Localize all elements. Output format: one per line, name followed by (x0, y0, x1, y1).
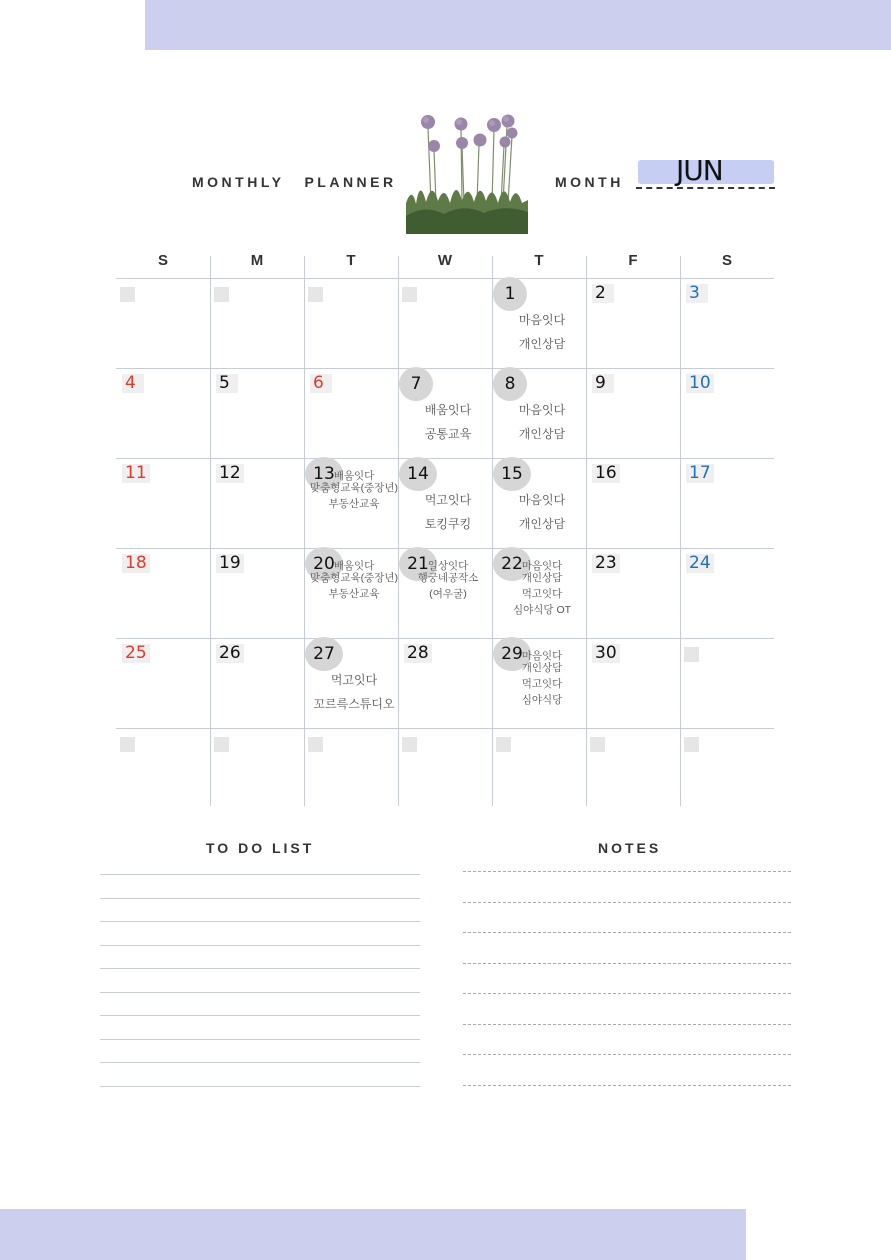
todo-line[interactable] (100, 898, 420, 899)
day-cell[interactable] (588, 282, 682, 372)
empty-day-marker (402, 287, 417, 302)
empty-day-marker (308, 737, 323, 752)
day-cell[interactable] (306, 552, 400, 642)
day-cell[interactable] (400, 552, 494, 642)
event-text: 심야식당 OT (512, 604, 572, 616)
event-text: 심야식당 (521, 694, 563, 706)
day-number: 29 (493, 637, 531, 671)
day-number: 26 (216, 644, 244, 663)
day-cell[interactable] (400, 282, 494, 372)
event-text: 먹고잇다 (521, 588, 563, 600)
day-number: 2 (592, 284, 614, 303)
day-cell[interactable] (588, 642, 682, 732)
day-number: 20 (305, 547, 343, 581)
day-cell[interactable] (682, 732, 776, 822)
day-cell[interactable] (306, 642, 400, 732)
empty-day-marker (120, 287, 135, 302)
day-cell[interactable] (588, 372, 682, 462)
event-text: 배움잇다 (424, 403, 472, 417)
event-text: 먹고잇다 (330, 673, 378, 687)
day-number: 4 (122, 374, 144, 393)
weekday-2: T (346, 252, 356, 269)
day-number: 28 (404, 644, 432, 663)
event-text: 일상잇다 (427, 560, 469, 572)
empty-day-marker (590, 737, 605, 752)
event-text: 마음잇다 (518, 493, 566, 507)
notes-line[interactable] (463, 1085, 791, 1086)
day-number: 12 (216, 464, 244, 483)
month-label: MONTH (555, 174, 624, 190)
weekday-3: W (437, 252, 453, 269)
day-cell[interactable] (212, 282, 306, 372)
day-number: 6 (310, 374, 332, 393)
allium-flower-illustration (404, 108, 530, 234)
day-number: 30 (592, 644, 620, 663)
notes-line[interactable] (463, 963, 791, 964)
todo-list-title: TO DO LIST (206, 840, 315, 856)
day-cell[interactable] (212, 732, 306, 822)
empty-day-marker (214, 737, 229, 752)
event-text: 배움잇다 (333, 560, 375, 572)
day-cell[interactable] (306, 732, 400, 822)
day-number: 24 (686, 554, 714, 573)
day-number: 25 (122, 644, 150, 663)
notes-title: NOTES (598, 840, 662, 856)
notes-line[interactable] (463, 902, 791, 903)
day-number: 3 (686, 284, 708, 303)
planner-title-word2: PLANNER (304, 174, 397, 190)
bottom-color-band (0, 1209, 746, 1260)
day-cell[interactable] (306, 372, 400, 462)
weekday-5: F (628, 252, 638, 269)
day-cell[interactable] (400, 372, 494, 462)
day-number: 15 (493, 457, 531, 491)
event-text: 배움잇다 (333, 470, 375, 482)
event-text: 개인상담 (518, 427, 566, 441)
event-text: 개인상담 (518, 337, 566, 351)
empty-day-marker (214, 287, 229, 302)
todo-line[interactable] (100, 992, 420, 993)
day-number: 21 (399, 547, 437, 581)
day-number: 16 (592, 464, 620, 483)
event-text: 부동산교육 (328, 588, 380, 600)
event-text: 부동산교육 (328, 498, 380, 510)
todo-line[interactable] (100, 921, 420, 922)
todo-line[interactable] (100, 874, 420, 875)
event-text: 개인상담 (521, 572, 563, 584)
day-cell[interactable] (118, 642, 212, 732)
day-cell[interactable] (118, 732, 212, 822)
day-cell[interactable] (682, 462, 776, 552)
day-cell[interactable] (212, 642, 306, 732)
event-text: 맞춤형교육(중장년) (309, 482, 399, 494)
day-cell[interactable] (400, 642, 494, 732)
day-cell[interactable] (588, 732, 682, 822)
top-color-band (145, 0, 891, 50)
weekday-6: S (721, 252, 732, 269)
day-cell[interactable] (118, 552, 212, 642)
event-text: (여우굴) (429, 588, 467, 600)
day-number: 19 (216, 554, 244, 573)
day-cell[interactable] (212, 372, 306, 462)
weekday-0: S (157, 252, 168, 269)
day-cell[interactable] (494, 372, 588, 462)
empty-day-marker (684, 737, 699, 752)
empty-day-marker (496, 737, 511, 752)
day-cell[interactable] (306, 282, 400, 372)
event-text: 마음잇다 (521, 650, 563, 662)
todo-line[interactable] (100, 968, 420, 969)
todo-line[interactable] (100, 1062, 420, 1063)
event-text: 꼬르륵스튜디오 (313, 697, 395, 711)
event-text: 개인상담 (518, 517, 566, 531)
day-number: 8 (493, 367, 527, 401)
notes-line[interactable] (463, 932, 791, 933)
event-text: 마음잇다 (521, 560, 563, 572)
notes-line[interactable] (463, 871, 791, 872)
empty-day-marker (120, 737, 135, 752)
day-cell[interactable] (212, 552, 306, 642)
day-number: 22 (493, 547, 531, 581)
day-cell[interactable] (588, 462, 682, 552)
weekday-header-row (116, 245, 774, 278)
month-underline (636, 187, 775, 189)
day-cell[interactable] (494, 282, 588, 372)
day-cell[interactable] (588, 552, 682, 642)
row-divider (116, 278, 774, 279)
day-number: 23 (592, 554, 620, 573)
day-cell[interactable] (118, 372, 212, 462)
notes-line[interactable] (463, 993, 791, 994)
day-cell[interactable] (400, 462, 494, 552)
day-cell[interactable] (400, 732, 494, 822)
day-number: 5 (216, 374, 238, 393)
todo-line[interactable] (100, 945, 420, 946)
day-number: 13 (305, 457, 343, 491)
day-number: 27 (305, 637, 343, 671)
planner-title (192, 174, 397, 190)
event-text: 행궁네공작소 (417, 572, 479, 584)
day-cell[interactable] (682, 372, 776, 462)
weekday-4: T (534, 252, 544, 269)
todo-line[interactable] (100, 1015, 420, 1016)
day-number: 9 (592, 374, 614, 393)
month-value[interactable]: JUN (676, 154, 723, 187)
day-number: 7 (399, 367, 433, 401)
day-number: 14 (399, 457, 437, 491)
day-number: 17 (686, 464, 714, 483)
event-text: 공통교육 (424, 427, 472, 441)
empty-day-marker (402, 737, 417, 752)
day-cell[interactable] (682, 282, 776, 372)
day-cell[interactable] (212, 462, 306, 552)
day-number: 11 (122, 464, 150, 483)
day-cell[interactable] (494, 732, 588, 822)
day-cell[interactable] (494, 552, 588, 642)
event-text: 토킹쿠킹 (424, 517, 472, 531)
day-cell[interactable] (494, 642, 588, 732)
notes-line[interactable] (463, 1024, 791, 1025)
day-cell[interactable] (682, 642, 776, 732)
todo-line[interactable] (100, 1039, 420, 1040)
event-text: 먹고잇다 (424, 493, 472, 507)
empty-day-marker (308, 287, 323, 302)
notes-line[interactable] (463, 1054, 791, 1055)
event-text: 마음잇다 (518, 313, 566, 327)
day-cell[interactable] (682, 552, 776, 642)
day-cell[interactable] (306, 462, 400, 552)
day-cell[interactable] (494, 462, 588, 552)
day-number: 10 (686, 374, 714, 393)
weekday-1: M (250, 252, 264, 269)
calendar-grid (116, 245, 774, 807)
event-text: 맞춤형교육(중장년) (309, 572, 399, 584)
planner-title-word1: MONTHLY (192, 174, 285, 190)
event-text: 개인상담 (521, 662, 563, 674)
empty-day-marker (684, 647, 699, 662)
day-number: 1 (493, 277, 527, 311)
day-cell[interactable] (118, 282, 212, 372)
todo-line[interactable] (100, 1086, 420, 1087)
day-cell[interactable] (118, 462, 212, 552)
day-number: 18 (122, 554, 150, 573)
event-text: 마음잇다 (518, 403, 566, 417)
event-text: 먹고잇다 (521, 678, 563, 690)
